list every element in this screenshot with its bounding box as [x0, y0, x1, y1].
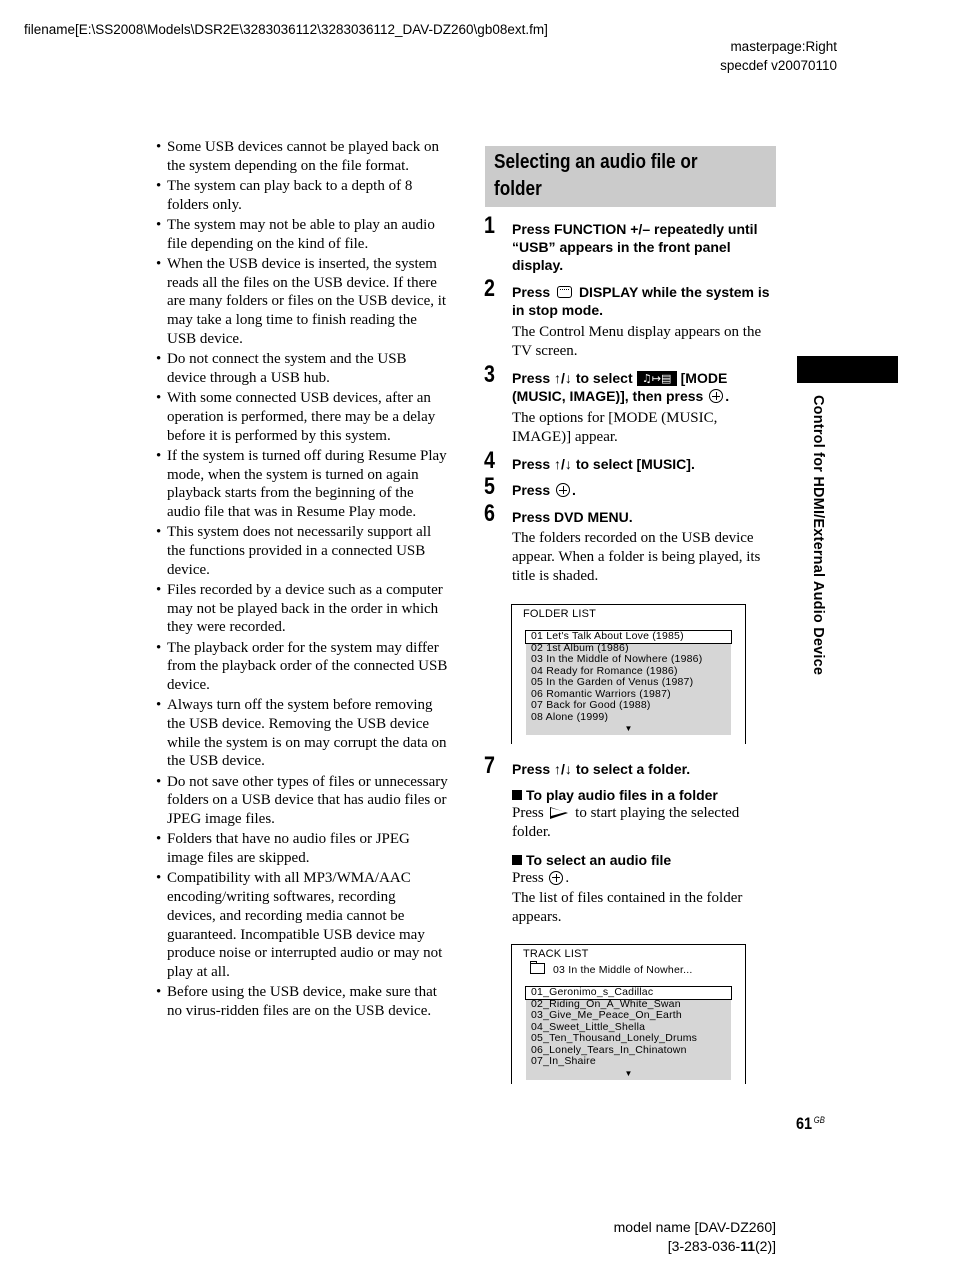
- footer-code: [614, 1237, 776, 1256]
- folder-list-item-selected[interactable]: 01 Let's Talk About Love (1985): [526, 631, 731, 643]
- track-list-item-selected[interactable]: 01_Geronimo_s_Cadillac: [526, 987, 731, 999]
- folder-list-item[interactable]: 02 1st Album (1986): [531, 641, 629, 654]
- step-6-body: The folders recorded on the USB device appear. When a folder is being played, its title is shaded.: [512, 530, 761, 584]
- folder-list-item[interactable]: 07 Back for Good (1988): [531, 699, 651, 711]
- footer-code-post: (2)]: [755, 1238, 776, 1254]
- folder-icon: [530, 963, 545, 974]
- note-item: • Folders that have no audio files or JPEG image files are skipped.: [156, 830, 448, 867]
- select-file-subheading: [512, 851, 671, 869]
- note-item: • Before using the USB device, make sure that no virus-ridden files are on the USB device.: [156, 983, 448, 1020]
- body-pre: Press: [512, 805, 544, 821]
- page-number-value: 61: [796, 1114, 813, 1133]
- step-5-pre: Press: [512, 482, 551, 498]
- folder-list-item[interactable]: 05 In the Garden of Venus (1987): [531, 676, 694, 688]
- page-number: [796, 1114, 825, 1134]
- footer-code-pre: [3-283-036-: [667, 1238, 741, 1254]
- note-item: • The playback order for the system may differ from the playback order of the connected USB device.: [156, 639, 448, 695]
- folder-list-item[interactable]: 08 Alone (1999): [531, 710, 609, 723]
- track-list-screen: [511, 944, 746, 1084]
- masterpage-label: masterpage:Right: [730, 39, 837, 54]
- section-title-line: Selecting an audio file or: [494, 151, 698, 173]
- note-item: • Do not save other types of files or unnecessary folders on a USB device that has audio files or JPEG image files.: [156, 773, 448, 829]
- usb-notes-list: [156, 138, 448, 1022]
- page-number-suffix: GB: [813, 1115, 825, 1125]
- square-bullet-icon: [512, 855, 522, 865]
- step-7-text: Press ↑/↓ to select a folder.: [512, 761, 691, 777]
- scroll-down-arrow-icon[interactable]: ▼: [624, 724, 633, 733]
- select-file-body: The list of files contained in the folder appears.: [512, 890, 743, 925]
- body-post: to start playing the selected folder.: [512, 805, 740, 840]
- step-5-post: .: [572, 482, 576, 498]
- track-list-item[interactable]: 06_Lonely_Tears_In_Chinatown: [531, 1043, 687, 1056]
- play-folder-subheading: [512, 786, 718, 804]
- enter-button-icon: [709, 389, 723, 403]
- body-post: .: [565, 870, 570, 886]
- step-3-body: The options for [MODE (MUSIC, IMAGE)] appear.: [512, 410, 718, 445]
- enter-button-icon: [556, 483, 570, 497]
- note-item: • This system does not necessarily support all the functions provided in a connected USB device.: [156, 523, 448, 579]
- section-title: [494, 149, 769, 203]
- step-3-text: [512, 369, 780, 405]
- subheading-text: To play audio files in a folder: [526, 787, 718, 803]
- footer: [614, 1218, 776, 1256]
- folder-list-item[interactable]: 03 In the Middle of Nowhere (1986): [531, 653, 703, 665]
- step-number-6: 6: [484, 500, 495, 527]
- specdef-label: specdef v20070110: [720, 58, 837, 73]
- folder-list-title: FOLDER LIST: [523, 608, 597, 620]
- footer-code-bold: 11: [740, 1238, 755, 1254]
- side-tab-marker: [797, 356, 898, 383]
- track-list-title: TRACK LIST: [523, 948, 589, 960]
- step-3-mid: [MODE (MUSIC, IMAGE)], then press: [512, 370, 728, 404]
- track-list-item[interactable]: 03_Give_Me_Peace_On_Earth: [531, 1009, 682, 1021]
- note-item: • The system can play back to a depth of 8 folders only.: [156, 177, 448, 214]
- folder-list-item[interactable]: 06 Romantic Warriors (1987): [531, 687, 671, 700]
- track-list-item[interactable]: 02_Riding_On_A_White_Swan: [531, 997, 681, 1010]
- step-number-1: 1: [484, 212, 495, 239]
- track-list-item[interactable]: 04_Sweet_Little_Shella: [531, 1020, 646, 1033]
- step-5-text: [512, 481, 780, 499]
- step-3-pre: Press ↑/↓ to select: [512, 370, 633, 386]
- header-masterpage: [720, 37, 837, 75]
- folder-list-screen: [511, 604, 746, 744]
- note-item: • Compatibility with all MP3/WMA/AAC encoding/writing softwares, recording devices, and recording media cannot be guaranteed. Incompatible USB device may produce noise or interrupted audio or may not play at all.: [156, 869, 448, 981]
- step-2-text: [512, 283, 780, 319]
- note-item: • When the USB device is inserted, the system reads all the files on the USB device. If there are many folders or files on the USB device, it may take a long time to finish reading the USB device.: [156, 255, 448, 349]
- square-bullet-icon: [512, 790, 522, 800]
- track-list: [526, 987, 731, 1080]
- play-folder-body: [512, 804, 774, 842]
- footer-model: model name [DAV-DZ260]: [613, 1219, 776, 1235]
- track-list-item[interactable]: 05_Ten_Thousand_Lonely_Drums: [531, 1032, 698, 1044]
- note-item: • With some connected USB devices, after an operation is performed, there may be a delay before it is performed by this system.: [156, 389, 448, 445]
- step-number-4: 4: [484, 447, 495, 474]
- note-item: • The system may not be able to play an audio file depending on the kind of file.: [156, 216, 448, 253]
- step-2-body: The Control Menu display appears on the TV screen.: [512, 324, 762, 359]
- section-title-line: folder: [494, 178, 542, 200]
- body-pre: Press: [512, 870, 544, 886]
- step-number-5: 5: [484, 473, 495, 500]
- display-button-icon: [557, 286, 572, 298]
- step-6-text: Press DVD MENU.: [512, 509, 633, 525]
- scroll-down-arrow-icon[interactable]: ▼: [624, 1068, 633, 1078]
- step-number-3: 3: [484, 361, 495, 388]
- note-item: • Some USB devices cannot be played back on the system depending on the file format.: [156, 138, 448, 175]
- header-filename: filename[E:\SS2008\Models\DSR2E\3283036112\3283036112_DAV-DZ260\gb08ext.fm]: [24, 22, 548, 37]
- subheading-text: To select an audio file: [526, 852, 672, 868]
- note-item: • If the system is turned off during Resume Play mode, when the system is turned on again playback starts from the beginning of the audio file that was in Resume Play mode.: [156, 447, 448, 522]
- section-title-box: [485, 146, 776, 207]
- step-2-post: DISPLAY while the system is in stop mode.: [512, 284, 770, 318]
- folder-list-item[interactable]: 04 Ready for Romance (1986): [531, 664, 678, 677]
- step-1-text: Press FUNCTION +/– repeatedly until “USB” appears in the front panel display.: [512, 221, 758, 273]
- note-item: • Files recorded by a device such as a computer may not be played back in the order in which they were recorded.: [156, 581, 448, 637]
- mode-music-image-icon: ♫↦▤: [637, 371, 677, 386]
- note-item: • Do not connect the system and the USB device through a USB hub.: [156, 350, 448, 387]
- select-file-press: [512, 869, 774, 888]
- note-item: • Always turn off the system before removing the USB device. Removing the USB device while the system is on may corrupt the data on the USB device.: [156, 696, 448, 771]
- enter-button-icon: [549, 871, 563, 885]
- current-folder-name: 03 In the Middle of Nowher...: [553, 964, 693, 976]
- play-button-icon: [550, 807, 568, 819]
- step-3-post: .: [725, 388, 730, 404]
- side-tab-label: Control for HDMI/External Audio Device: [810, 395, 826, 676]
- track-list-item[interactable]: 07_In_Shaire: [531, 1055, 596, 1067]
- step-number-2: 2: [484, 275, 495, 302]
- step-4-text: Press ↑/↓ to select [MUSIC].: [512, 456, 695, 472]
- folder-list: [526, 631, 731, 735]
- step-2-pre: Press: [512, 284, 551, 300]
- step-number-7: 7: [484, 752, 495, 779]
- current-folder: [530, 963, 692, 976]
